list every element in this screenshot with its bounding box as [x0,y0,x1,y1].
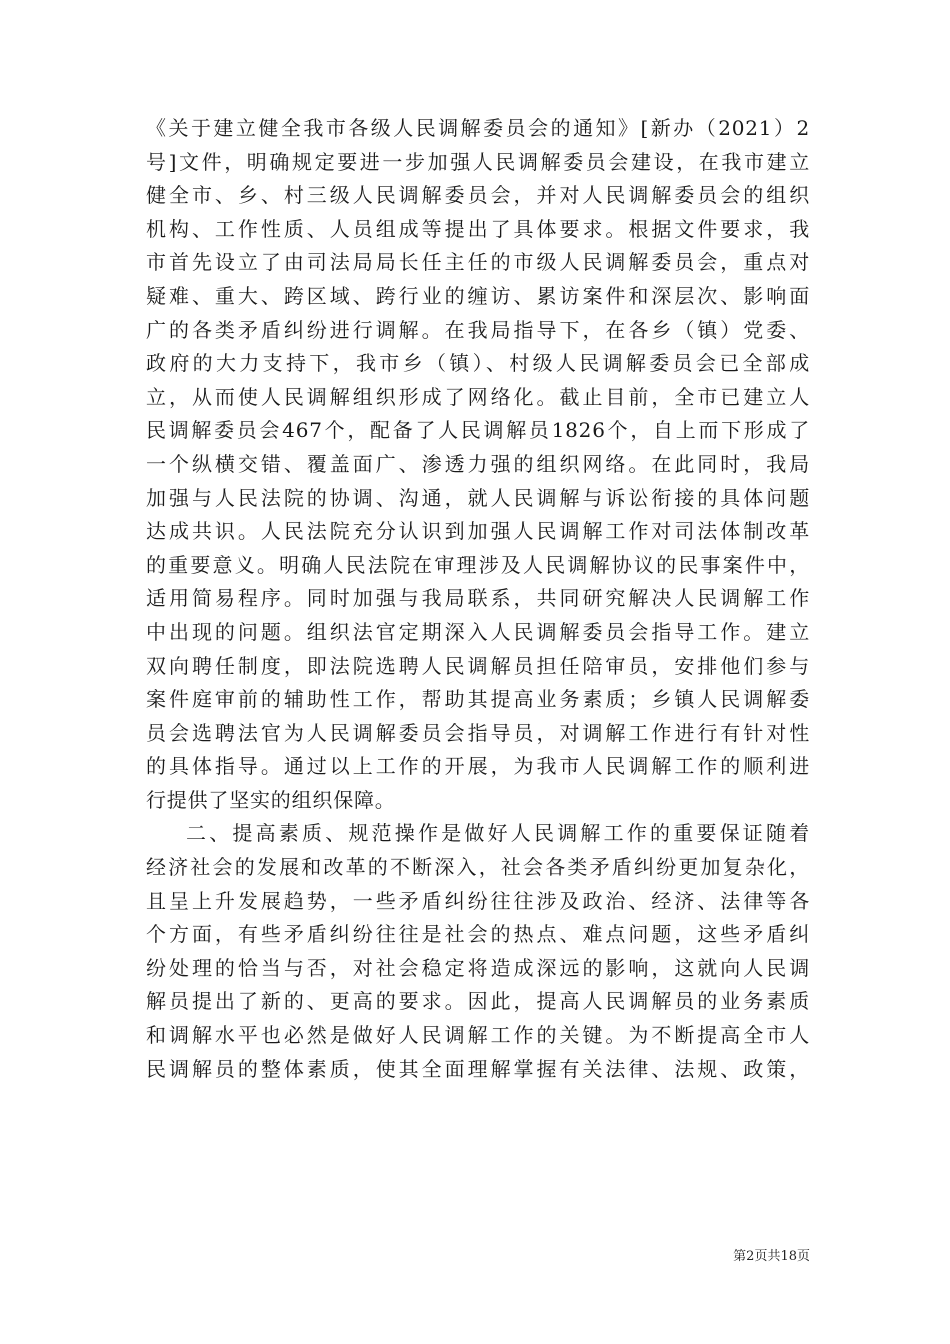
text-line: 民调解员的整体素质，使其全面理解掌握有关法律、法规、政策， [146,1056,810,1081]
text-line: 个方面，有些矛盾纠纷往往是社会的热点、难点问题，这些矛盾纠 [146,922,810,947]
text-line: 《关于建立健全我市各级人民调解委员会的通知》[新办（2021）2 [146,116,810,140]
text-line: 市首先设立了由司法局局长任主任的市级人民调解委员会，重点对 [146,250,810,275]
text-line: 号]文件，明确规定要进一步加强人民调解委员会建设，在我市建立 [146,149,810,174]
text-line: 疑难、重大、跨区域、跨行业的缠访、累访案件和深层次、影响面 [146,283,810,308]
text-line: 的具体指导。通过以上工作的开展，为我市人民调解工作的顺利进 [146,754,810,779]
text-line: 适用简易程序。同时加强与我局联系，共同研究解决人民调解工作 [146,586,810,611]
text-line: 立，从而使人民调解组织形成了网络化。截止目前，全市已建立人 [146,384,810,409]
text-line: 政府的大力支持下，我市乡（镇）、村级人民调解委员会已全部成 [146,351,810,376]
paragraph-2 [146,817,810,1086]
text-line: 经济社会的发展和改革的不断深入，社会各类矛盾纠纷更加复杂化， [146,855,810,880]
paragraph-1 [146,112,810,817]
text-line: 员会选聘法官为人民调解委员会指导员，对调解工作进行有针对性 [146,720,810,745]
text-line: 纷处理的恰当与否，对社会稳定将造成深远的影响，这就向人民调 [146,955,810,980]
text-line: 且呈上升发展趋势，一些矛盾纠纷往往涉及政治、经济、法律等各 [146,888,810,913]
text-line: 行提供了坚实的组织保障。 [146,787,396,812]
text-line: 民调解委员会467个，配备了人民调解员1826个，自上而下形成了 [146,418,810,443]
text-line: 机构、工作性质、人员组成等提出了具体要求。根据文件要求，我 [146,216,810,241]
text-line: 的重要意义。明确人民法院在审理涉及人民调解协议的民事案件中， [146,552,810,577]
text-line: 加强与人民法院的协调、沟通，就人民调解与诉讼衔接的具体问题 [146,485,810,510]
page-number: 第2页共18页 [733,1249,810,1264]
text-line: 一个纵横交错、覆盖面广、渗透力强的组织网络。在此同时，我局 [146,451,810,476]
text-line: 案件庭审前的辅助性工作，帮助其提高业务素质；乡镇人民调解委 [146,687,810,712]
text-line: 健全市、乡、村三级人民调解委员会，并对人民调解委员会的组织 [146,183,810,208]
text-line: 双向聘任制度，即法院选聘人民调解员担任陪审员，安排他们参与 [146,653,810,678]
text-line: 和调解水平也必然是做好人民调解工作的关键。为不断提高全市人 [146,1023,810,1048]
text-line: 解员提出了新的、更高的要求。因此，提高人民调解员的业务素质 [146,989,810,1014]
body-text [146,112,810,1086]
text-line: 二、提高素质、规范操作是做好人民调解工作的重要保证随着 [186,821,810,846]
text-line: 广的各类矛盾纠纷进行调解。在我局指导下，在各乡（镇）党委、 [146,317,810,342]
text-line: 达成共识。人民法院充分认识到加强人民调解工作对司法体制改革 [146,519,810,544]
text-line: 中出现的问题。组织法官定期深入人民调解委员会指导工作。建立 [146,619,810,644]
